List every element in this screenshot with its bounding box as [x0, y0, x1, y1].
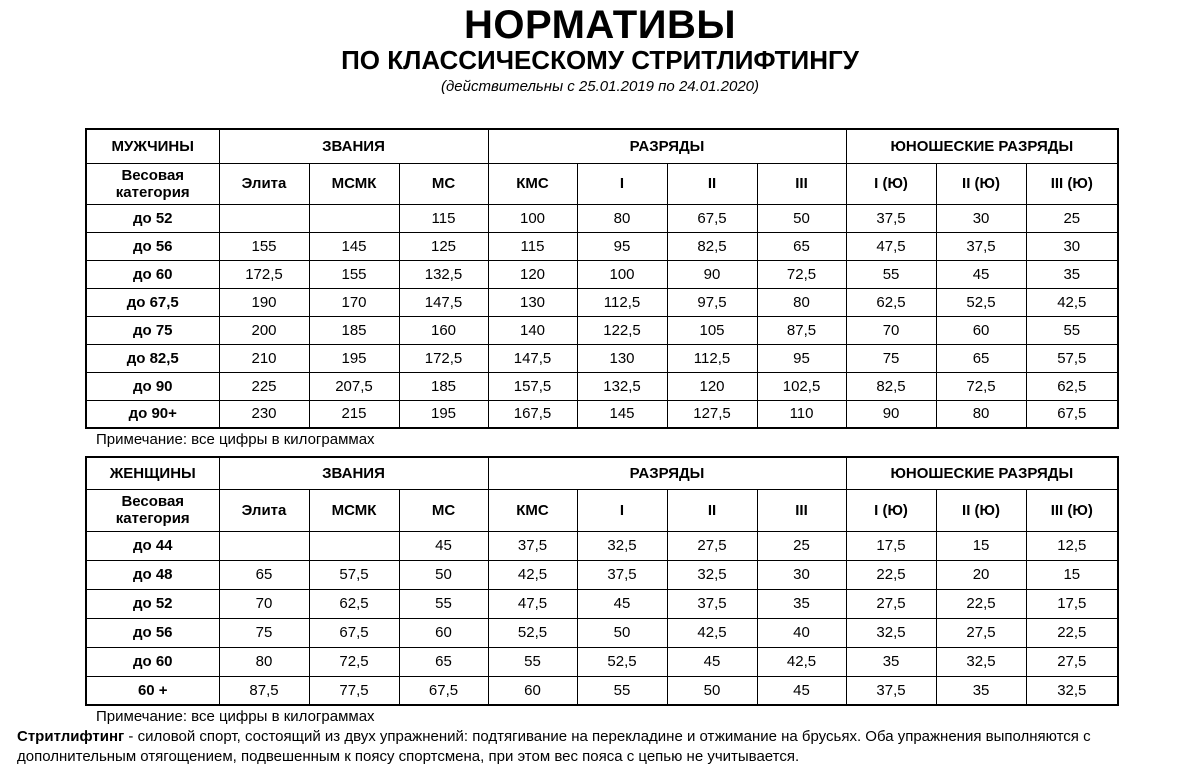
page-title: НОРМАТИВЫ — [463, 3, 737, 47]
norm-value — [219, 204, 309, 232]
norm-value: 27,5 — [846, 589, 936, 618]
men-table-body — [86, 129, 1118, 428]
table-row — [86, 288, 1118, 316]
norm-value: 112,5 — [667, 344, 757, 372]
norm-value: 70 — [846, 316, 936, 344]
norm-value: 42,5 — [667, 618, 757, 647]
norm-value: 42,5 — [1026, 288, 1118, 316]
men-group-header-row — [86, 129, 1118, 163]
norm-value: 32,5 — [936, 647, 1026, 676]
norm-value: 60 — [488, 676, 577, 705]
norm-value — [309, 531, 399, 560]
norm-value: 190 — [219, 288, 309, 316]
description-text: - силовой спорт, состоящий из двух упражнений: подтягивание на перекладине и отжимание на брусьях. Оба упражнения выполняются с дополнительным отягощением, подвешенным к поясу спортсмена, при этом вес пояса с цепью не учитывается. — [17, 728, 1091, 765]
norm-value: 77,5 — [309, 676, 399, 705]
norm-value: 20 — [936, 560, 1026, 589]
norm-value: 45 — [399, 531, 488, 560]
norm-value: 25 — [1026, 204, 1118, 232]
table-row — [86, 531, 1118, 560]
weight-category: до 48 — [86, 560, 219, 589]
norm-value: 102,5 — [757, 372, 846, 400]
weight-category: до 44 — [86, 531, 219, 560]
table-row — [86, 560, 1118, 589]
norm-value: 52,5 — [577, 647, 667, 676]
norm-value: 195 — [309, 344, 399, 372]
norm-value: 70 — [219, 589, 309, 618]
norm-value: 57,5 — [309, 560, 399, 589]
weight-category: до 90 — [86, 372, 219, 400]
norm-value: 167,5 — [488, 400, 577, 428]
norm-value: 65 — [219, 560, 309, 589]
weight-category: до 52 — [86, 204, 219, 232]
norm-value: 45 — [577, 589, 667, 618]
norm-value: 50 — [577, 618, 667, 647]
norm-value: 22,5 — [846, 560, 936, 589]
table-row — [86, 400, 1118, 428]
norm-value: 15 — [936, 531, 1026, 560]
norm-value: 67,5 — [399, 676, 488, 705]
men-column-header: II — [667, 163, 757, 204]
norm-value: 12,5 — [1026, 531, 1118, 560]
norm-value: 87,5 — [757, 316, 846, 344]
norm-value: 100 — [488, 204, 577, 232]
women-column-header: МС — [399, 489, 488, 531]
description-term: Стритлифтинг — [17, 728, 125, 745]
norm-value: 87,5 — [219, 676, 309, 705]
norm-value: 100 — [577, 260, 667, 288]
men-column-header: МСМК — [309, 163, 399, 204]
women-note: Примечание: все цифры в килограммах — [96, 708, 375, 725]
norm-value: 130 — [577, 344, 667, 372]
norm-value: 35 — [757, 589, 846, 618]
women-column-header: III (Ю) — [1026, 489, 1118, 531]
men-column-header-row — [86, 163, 1118, 204]
norm-value: 55 — [846, 260, 936, 288]
norm-value: 37,5 — [667, 589, 757, 618]
men-column-header: КМС — [488, 163, 577, 204]
page-subtitle: ПО КЛАССИЧЕСКОМУ СТРИТЛИФТИНГУ — [341, 45, 859, 75]
norm-value: 50 — [667, 676, 757, 705]
norm-value: 95 — [577, 232, 667, 260]
norm-value: 55 — [1026, 316, 1118, 344]
weight-category: до 56 — [86, 618, 219, 647]
weight-category: до 82,5 — [86, 344, 219, 372]
women-group-title: РАЗРЯДЫ — [488, 457, 846, 489]
norm-value: 40 — [757, 618, 846, 647]
norm-value: 37,5 — [846, 204, 936, 232]
norm-value: 97,5 — [667, 288, 757, 316]
norm-value: 207,5 — [309, 372, 399, 400]
norm-value: 32,5 — [667, 560, 757, 589]
norm-value: 30 — [1026, 232, 1118, 260]
norm-value: 67,5 — [1026, 400, 1118, 428]
women-column-header: II — [667, 489, 757, 531]
women-header: ЖЕНЩИНЫ — [86, 457, 219, 489]
norm-value: 145 — [577, 400, 667, 428]
norm-value: 62,5 — [309, 589, 399, 618]
norm-value: 27,5 — [1026, 647, 1118, 676]
norm-value: 122,5 — [577, 316, 667, 344]
norm-value: 52,5 — [936, 288, 1026, 316]
table-row — [86, 344, 1118, 372]
men-group-title: РАЗРЯДЫ — [488, 129, 846, 163]
norm-value: 42,5 — [757, 647, 846, 676]
norm-value: 25 — [757, 531, 846, 560]
women-norms-table — [85, 456, 1119, 706]
table-row — [86, 232, 1118, 260]
men-note: Примечание: все цифры в килограммах — [96, 431, 375, 448]
norm-value: 80 — [757, 288, 846, 316]
norm-value: 72,5 — [757, 260, 846, 288]
norm-value: 120 — [488, 260, 577, 288]
norm-value: 195 — [399, 400, 488, 428]
norm-value: 27,5 — [936, 618, 1026, 647]
norm-value: 37,5 — [846, 676, 936, 705]
norm-value: 47,5 — [846, 232, 936, 260]
norm-value: 200 — [219, 316, 309, 344]
table-row — [86, 260, 1118, 288]
table-row — [86, 204, 1118, 232]
men-group-title: ЮНОШЕСКИЕ РАЗРЯДЫ — [846, 129, 1118, 163]
norm-value: 115 — [488, 232, 577, 260]
table-row — [86, 316, 1118, 344]
norm-value: 65 — [399, 647, 488, 676]
men-column-header: МС — [399, 163, 488, 204]
norm-value: 215 — [309, 400, 399, 428]
norm-value: 57,5 — [1026, 344, 1118, 372]
norm-value: 72,5 — [936, 372, 1026, 400]
women-column-header: II (Ю) — [936, 489, 1026, 531]
norm-value: 110 — [757, 400, 846, 428]
norm-value: 17,5 — [846, 531, 936, 560]
norm-value: 65 — [757, 232, 846, 260]
men-weight-label: Весовая категория — [86, 163, 219, 204]
norm-value: 37,5 — [936, 232, 1026, 260]
norm-value — [219, 531, 309, 560]
norm-value: 140 — [488, 316, 577, 344]
norm-value: 185 — [399, 372, 488, 400]
norm-value: 37,5 — [577, 560, 667, 589]
validity-period: (действительны с 25.01.2019 по 24.01.2020) — [440, 78, 760, 95]
norm-value: 30 — [936, 204, 1026, 232]
norm-value: 50 — [399, 560, 488, 589]
men-group-title: ЗВАНИЯ — [219, 129, 488, 163]
men-column-header: Элита — [219, 163, 309, 204]
norm-value: 55 — [577, 676, 667, 705]
norm-value: 80 — [219, 647, 309, 676]
norm-value: 62,5 — [1026, 372, 1118, 400]
men-header: МУЖЧИНЫ — [86, 129, 219, 163]
norm-value: 90 — [846, 400, 936, 428]
norm-value: 120 — [667, 372, 757, 400]
norm-value: 147,5 — [399, 288, 488, 316]
norm-value: 160 — [399, 316, 488, 344]
weight-category: до 52 — [86, 589, 219, 618]
norm-value: 230 — [219, 400, 309, 428]
norm-value: 27,5 — [667, 531, 757, 560]
norm-value: 172,5 — [219, 260, 309, 288]
norm-value: 17,5 — [1026, 589, 1118, 618]
norm-value: 65 — [936, 344, 1026, 372]
women-column-header: КМС — [488, 489, 577, 531]
women-column-header: III — [757, 489, 846, 531]
table-row — [86, 647, 1118, 676]
norm-value: 35 — [1026, 260, 1118, 288]
norm-value: 147,5 — [488, 344, 577, 372]
men-column-header: II (Ю) — [936, 163, 1026, 204]
norm-value: 127,5 — [667, 400, 757, 428]
weight-category: 60 + — [86, 676, 219, 705]
description — [17, 727, 1187, 767]
weight-category: до 67,5 — [86, 288, 219, 316]
norm-value: 90 — [667, 260, 757, 288]
norm-value: 210 — [219, 344, 309, 372]
norm-value: 185 — [309, 316, 399, 344]
norm-value: 22,5 — [936, 589, 1026, 618]
norm-value: 145 — [309, 232, 399, 260]
weight-category: до 60 — [86, 647, 219, 676]
norm-value: 170 — [309, 288, 399, 316]
norm-value: 45 — [667, 647, 757, 676]
norm-value: 15 — [1026, 560, 1118, 589]
norm-value: 60 — [399, 618, 488, 647]
norm-value: 157,5 — [488, 372, 577, 400]
norm-value: 132,5 — [399, 260, 488, 288]
norm-value: 67,5 — [309, 618, 399, 647]
table-row — [86, 676, 1118, 705]
norm-value: 45 — [757, 676, 846, 705]
norm-value: 50 — [757, 204, 846, 232]
norm-value — [309, 204, 399, 232]
norm-value: 75 — [846, 344, 936, 372]
norm-value: 62,5 — [846, 288, 936, 316]
norm-value: 37,5 — [488, 531, 577, 560]
women-weight-label: Весовая категория — [86, 489, 219, 531]
norm-value: 112,5 — [577, 288, 667, 316]
weight-category: до 90+ — [86, 400, 219, 428]
norm-value: 32,5 — [1026, 676, 1118, 705]
women-column-header: МСМК — [309, 489, 399, 531]
norm-value: 55 — [488, 647, 577, 676]
norm-value: 130 — [488, 288, 577, 316]
weight-category: до 60 — [86, 260, 219, 288]
norm-value: 80 — [577, 204, 667, 232]
norm-value: 155 — [219, 232, 309, 260]
table-row — [86, 589, 1118, 618]
men-column-header: III — [757, 163, 846, 204]
norm-value: 172,5 — [399, 344, 488, 372]
men-column-header: III (Ю) — [1026, 163, 1118, 204]
women-group-title: ЗВАНИЯ — [219, 457, 488, 489]
women-group-title: ЮНОШЕСКИЕ РАЗРЯДЫ — [846, 457, 1118, 489]
norm-value: 32,5 — [577, 531, 667, 560]
men-column-header: I (Ю) — [846, 163, 936, 204]
norm-value: 35 — [936, 676, 1026, 705]
norm-value: 72,5 — [309, 647, 399, 676]
weight-category: до 75 — [86, 316, 219, 344]
norm-value: 105 — [667, 316, 757, 344]
norm-value: 52,5 — [488, 618, 577, 647]
norm-value: 155 — [309, 260, 399, 288]
women-column-header: I — [577, 489, 667, 531]
norm-value: 67,5 — [667, 204, 757, 232]
norm-value: 22,5 — [1026, 618, 1118, 647]
norm-value: 95 — [757, 344, 846, 372]
women-group-header-row — [86, 457, 1118, 489]
women-column-header-row — [86, 489, 1118, 531]
norm-value: 82,5 — [846, 372, 936, 400]
norm-value: 30 — [757, 560, 846, 589]
women-table-body — [86, 457, 1118, 705]
norm-value: 132,5 — [577, 372, 667, 400]
norm-value: 80 — [936, 400, 1026, 428]
norm-value: 75 — [219, 618, 309, 647]
table-row — [86, 372, 1118, 400]
women-column-header: I (Ю) — [846, 489, 936, 531]
men-column-header: I — [577, 163, 667, 204]
norm-value: 125 — [399, 232, 488, 260]
norm-value: 60 — [936, 316, 1026, 344]
norm-value: 82,5 — [667, 232, 757, 260]
norm-value: 45 — [936, 260, 1026, 288]
women-column-header: Элита — [219, 489, 309, 531]
norm-value: 35 — [846, 647, 936, 676]
norm-value: 115 — [399, 204, 488, 232]
norm-value: 47,5 — [488, 589, 577, 618]
norm-value: 42,5 — [488, 560, 577, 589]
men-norms-table — [85, 128, 1119, 429]
norm-value: 32,5 — [846, 618, 936, 647]
weight-category: до 56 — [86, 232, 219, 260]
table-row — [86, 618, 1118, 647]
norm-value: 55 — [399, 589, 488, 618]
norm-value: 225 — [219, 372, 309, 400]
